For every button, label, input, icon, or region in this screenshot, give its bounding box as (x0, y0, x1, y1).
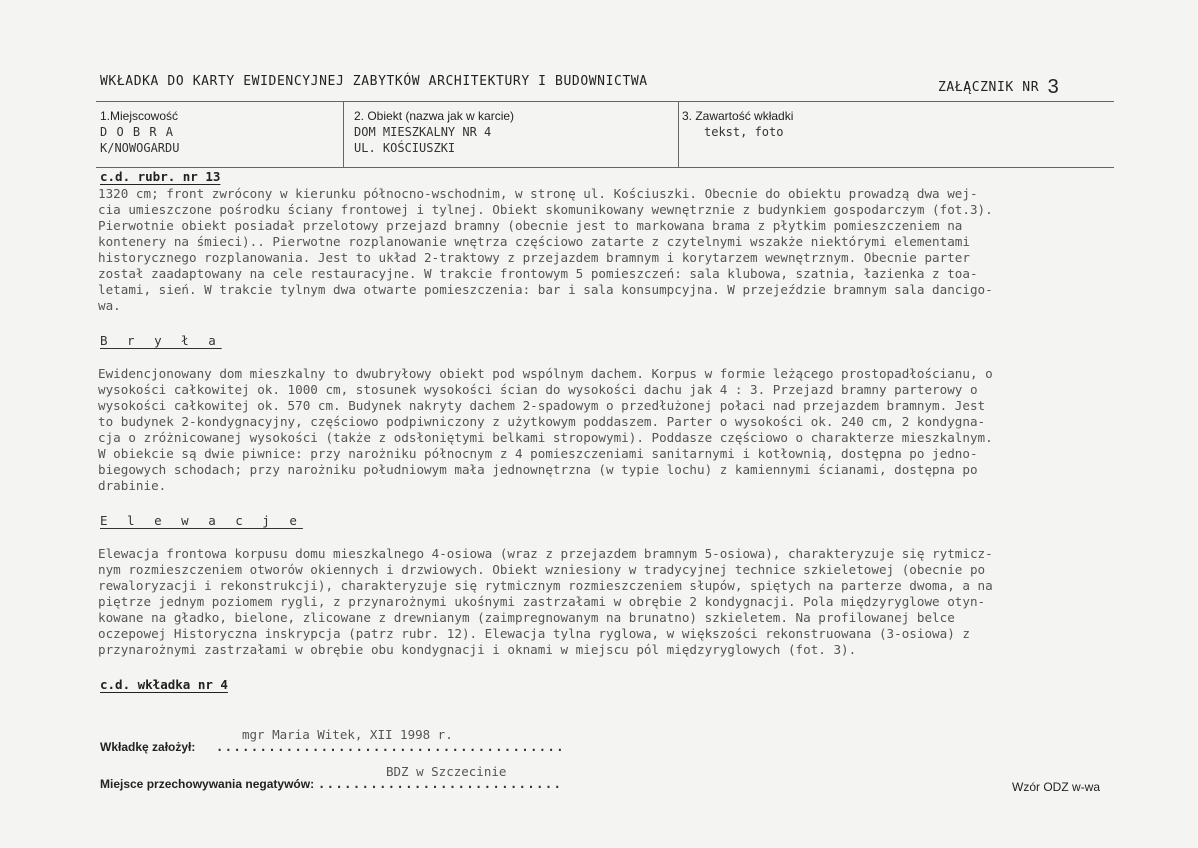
text-line: przynarożnymi zastrzałami w obrębie obu kondygnacji i oknami w miejscu pól międzyryglowych (fot. 3). (98, 642, 857, 657)
form-code: Wzór ODZ w-wa (1012, 780, 1100, 794)
attachment-label (938, 74, 1059, 97)
cell-location-label: 1.Miejscowość (100, 109, 179, 123)
text-line: wysokości całkowitej ok. 1000 cm, stosunek wysokości ścian do wysokości dachu jak 4 : 3. Przejazd bramny parterowy o (98, 382, 978, 397)
text-line: cia umieszczone pośrodku ściany frontowej i tylnej. Obiekt skomunikowany wewnętrznie z budynkiem gospodarczym (fot.3). (98, 202, 993, 217)
author-value: mgr Maria Witek, XII 1998 r. (242, 727, 453, 742)
text-line: Elewacja frontowa korpusu domu mieszkalnego 4-osiowa (wraz z przejazdem bramnym 5-osiowa), charakteryzuje się rytmicz- (98, 546, 993, 561)
cell-object (354, 108, 674, 156)
text-line: piętrze jednym poziomem rygli, z przynarożnymi ukośnymi zastrzałami w obrębie 2 kondygnacji. Pola międzyryglowe otyn- (98, 594, 986, 609)
rubric-continuation-text: c.d. rubr. nr 13 (100, 169, 221, 184)
attachment-number: 3 (1047, 76, 1060, 98)
attachment-label-text: ZAŁĄCZNIK NR (938, 80, 1040, 95)
cell-location-line1: D O B R A (100, 125, 175, 139)
text-line: to budynek 2-kondygnacyjny, częściowo podpiwniczony z użytkowym poddaszem. Parter o wysokości ok. 240 cm, 2 kondygna- (98, 414, 986, 429)
text-line: drabinie. (98, 478, 167, 493)
text-line: biegowych schodach; przy narożniku południowym mała jednownętrzna (w typie lochu) z kamiennymi ścianami, dostępna po (98, 462, 978, 477)
table-bottom-rule (96, 167, 1114, 168)
section-heading-bryla: B r y ł a (100, 333, 222, 348)
text-line: został zaadaptowany na cele restauracyjne. W trakcie frontowym 5 pomieszczeń: sala klubowa, szatnia, łazienka z toa- (98, 266, 978, 281)
cell-contents (682, 108, 982, 140)
text-line: W obiekcie są dwie piwnice: przy narożniku północnym z 4 pomieszczeniami sanitarnymi i kotłownią, dostępna po jedno- (98, 446, 978, 461)
text-line: letami, sień. W trakcie tylnym dwa otwarte pomieszczenia: bar i sala konsumpcyjna. W przejeździe bramnym sala dancigo- (98, 282, 993, 297)
rubric-continuation (100, 169, 220, 184)
text-line: Pierwotnie obiekt posiadał przelotowy przejazd bramny (obecnie jest to markowana brama z płytkim pomieszczeniem na (98, 218, 963, 233)
continuation-note (100, 677, 228, 692)
text-line: 1320 cm; front zwrócony w kierunku północno-wschodnim, w stronę ul. Kościuszki. Obecnie do obiektu prowadzą dwa wej- (98, 186, 978, 201)
negatives-location-value: BDZ w Szczecinie (386, 764, 507, 779)
text-line: rewaloryzacji i rekonstrukcji), charakteryzuje się rytmicznym rozmieszczeniem słupów, spiętych na parterze dwoma, a na (98, 578, 993, 593)
elewacje-paragraph (98, 546, 1118, 658)
text-line: wysokości całkowitej ok. 570 cm. Budynek nakryty dachem 2-spadowym o przedłużonej połaci nad przejazdem bramnym. Jest (98, 398, 986, 413)
text-line: kontenery na śmieci).. Pierwotne rozplanowanie wnętrza częściowo zatarte z czytelnymi wszakże niektórymi elementami (98, 234, 970, 249)
table-top-rule (96, 101, 1114, 102)
text-line: nym rozmieszczeniem otworów okiennych i drzwiowych. Obiekt wzniesiony w tradycyjnej technice szkieletowej (obecnie po (98, 562, 986, 577)
continuation-note-text: c.d. wkładka nr 4 (100, 677, 228, 692)
text-line: Ewidencjonowany dom mieszkalny to dwubryłowy obiekt pod wspólnym dachem. Korpus w formie leżącego prostopadłościanu, o (98, 366, 993, 381)
author-label: Wkładkę założył: (100, 740, 196, 754)
text-line: oczepowej Historyczna inskrypcja (patrz rubr. 12). Elewacja tylna ryglowa, w większości rekonstruowana (3-osiowa) z (98, 626, 970, 641)
author-dotted-line: ........................................ (216, 740, 565, 754)
cell-object-line1: DOM MIESZKALNY NR 4 (354, 125, 492, 139)
negatives-location-label: Miejsce przechowywania negatywów: (100, 777, 315, 791)
cell-location-line2: K/NOWOGARDU (100, 141, 180, 155)
section-heading-elewacje: E l e w a c j e (100, 513, 303, 528)
table-divider-2 (678, 101, 679, 167)
text-line: historycznego rozplanowania. Jest to układ 2-traktowy z przejazdem bramnym i korytarzem wewnętrznym. Obecnie parter (98, 250, 970, 265)
negatives-dotted-line: ............................ (318, 777, 563, 791)
text-line: cja o zróżnicowanej wysokości (także z odsłoniętymi belkami stropowymi). Poddasze częściowo o charakterze mieszkalnym. (98, 430, 993, 445)
bryla-paragraph (98, 366, 1118, 494)
cell-object-line2: UL. KOŚCIUSZKI (354, 141, 456, 155)
text-line: wa. (98, 298, 121, 313)
cell-location (100, 108, 340, 156)
table-divider-1 (343, 101, 344, 167)
cell-object-label: 2. Obiekt (nazwa jak w karcie) (354, 109, 515, 123)
intro-paragraph (98, 186, 1118, 314)
cell-contents-line1: tekst, foto (704, 125, 784, 139)
text-line: kowane na gładko, bielone, zlicowane z drewnianym (zaimpregnowanym na brunatno) szkieletem. Na profilowanej belce (98, 610, 955, 625)
cell-contents-label: 3. Zawartość wkładki (682, 109, 794, 123)
document-title: WKŁADKA DO KARTY EWIDENCYJNEJ ZABYTKÓW ARCHITEKTURY I BUDOWNICTWA (100, 74, 648, 89)
